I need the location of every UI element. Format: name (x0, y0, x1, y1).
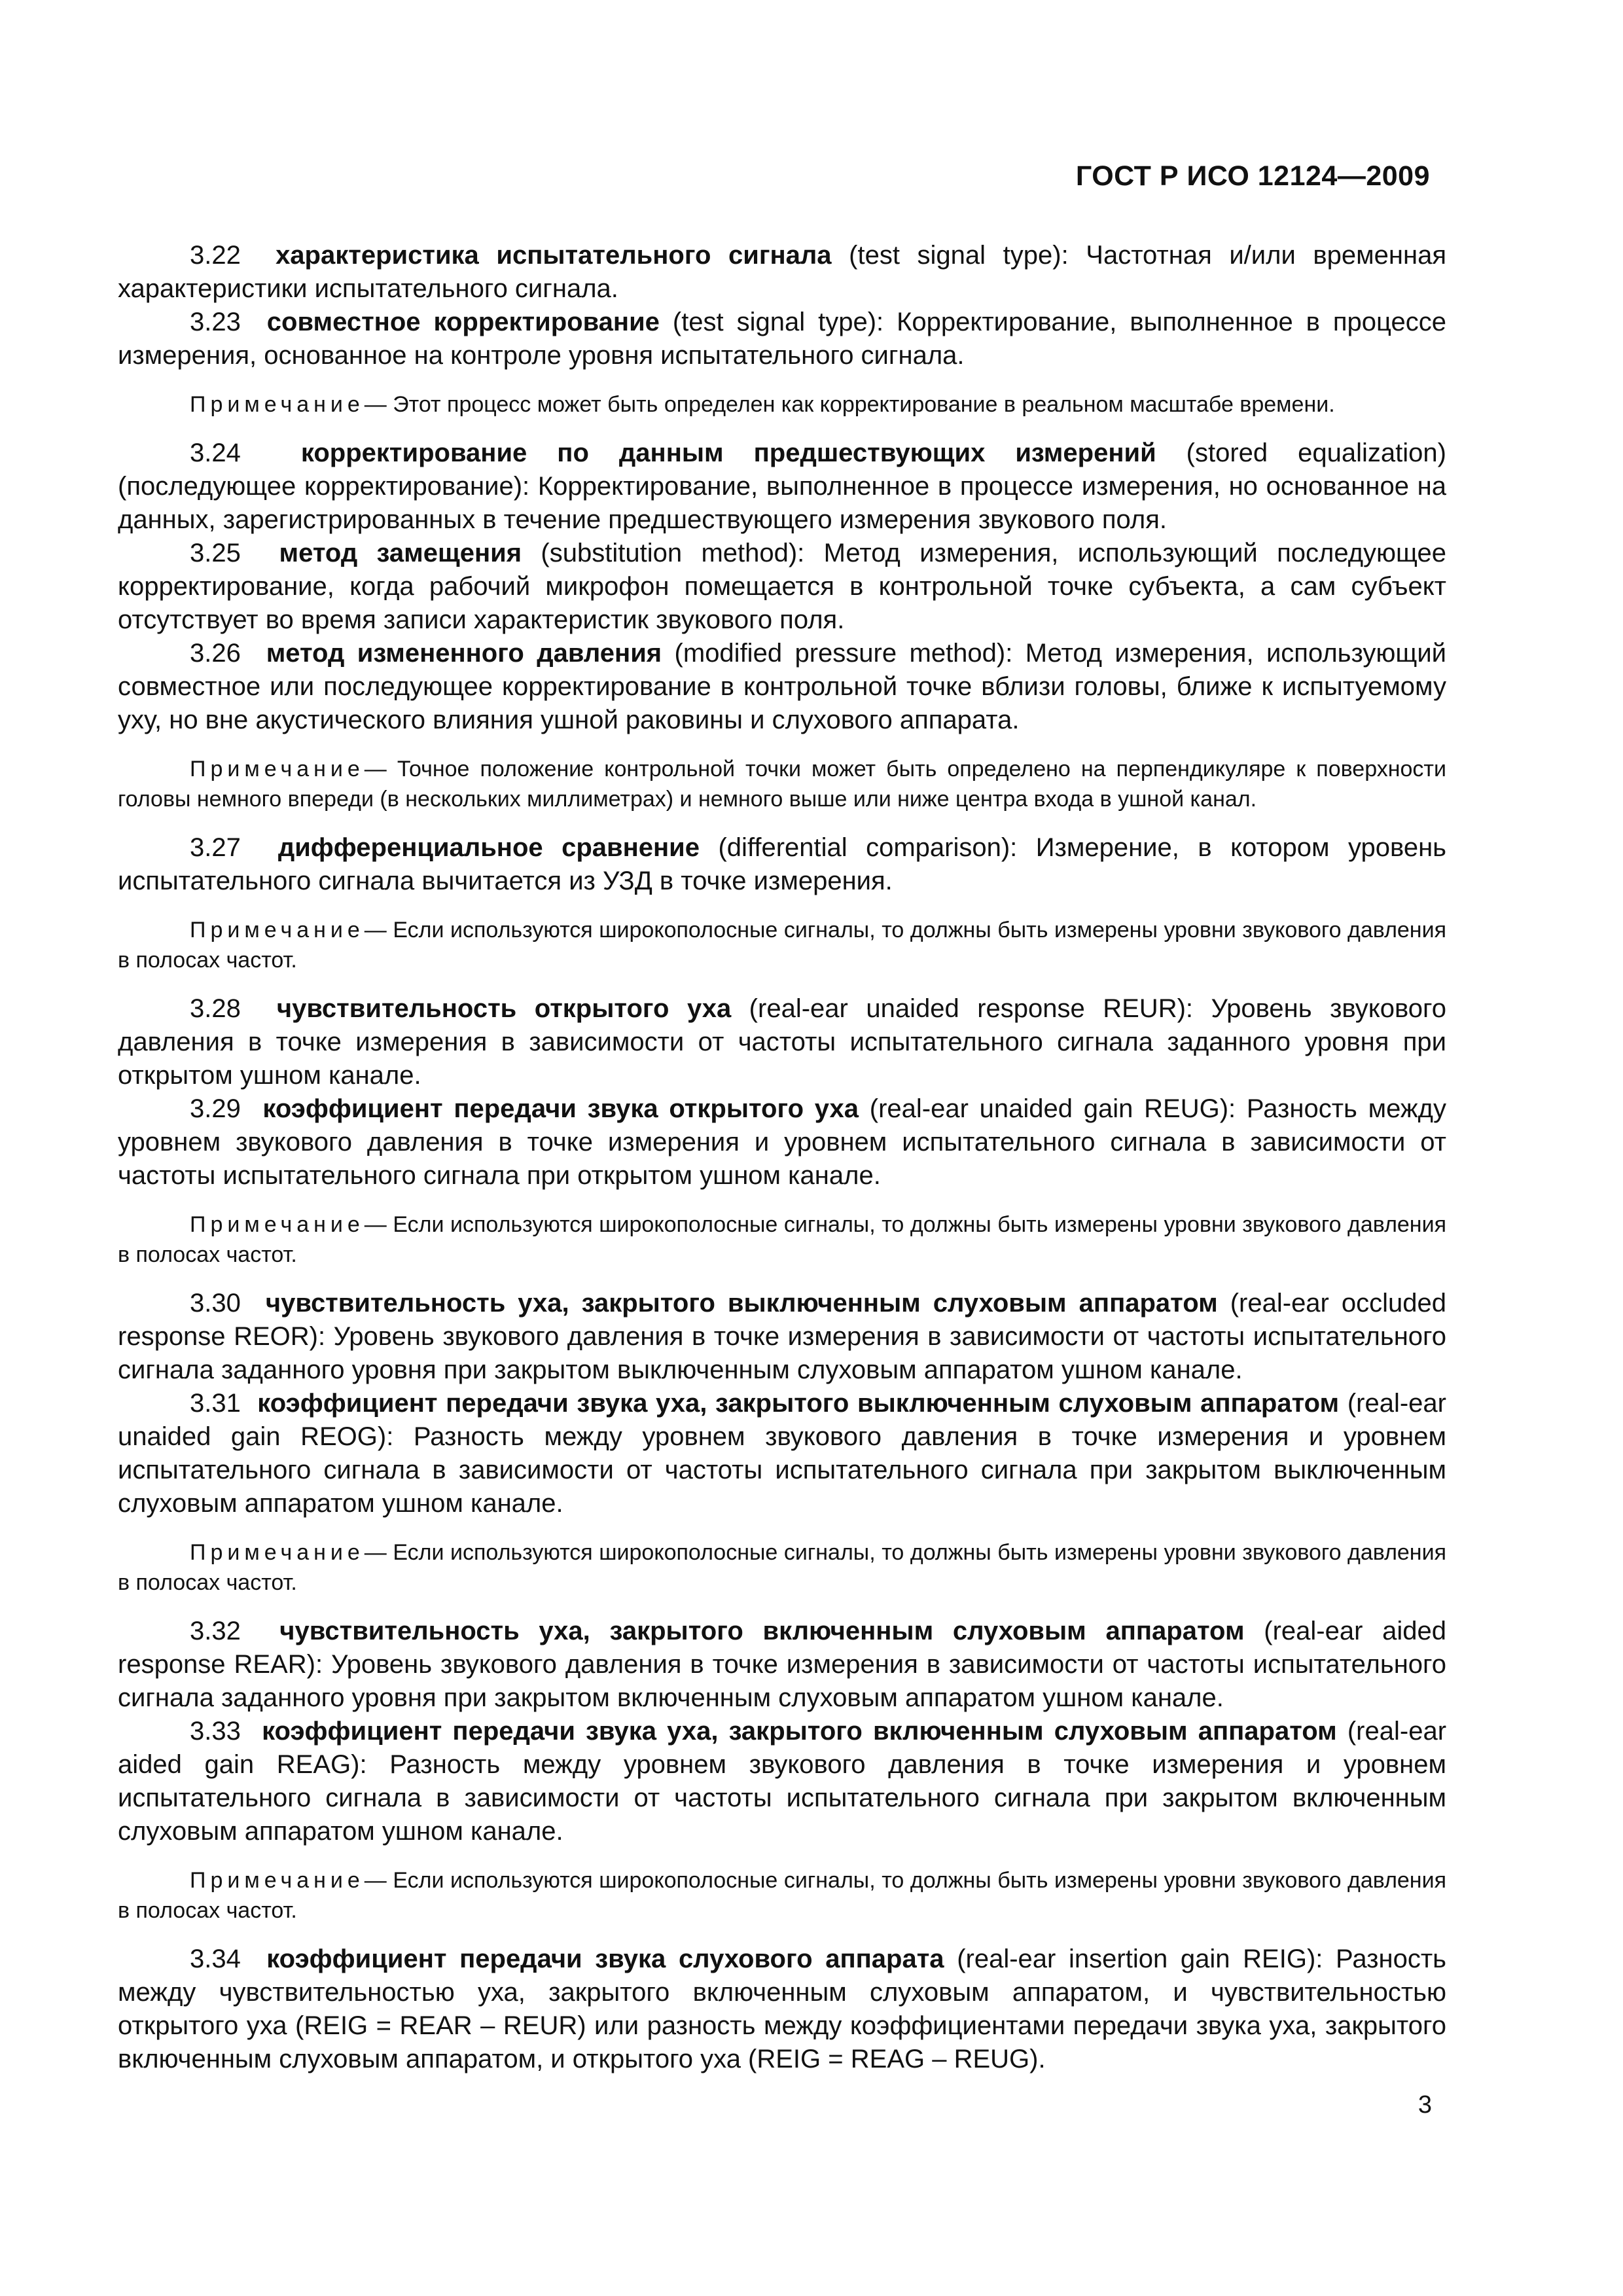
note-6 (118, 1865, 1446, 1926)
page-number: 3 (1418, 2091, 1432, 2119)
entry-number: 3.33 (190, 1717, 241, 1746)
entry-number: 3.23 (190, 308, 241, 336)
entry-definition: (real-ear insertion gain REIG): Разность между чувствительностью уха, закрытого включенным слуховым аппаратом, и чувствительностью открытого уха (REIG = REAR – REUR) или разность между коэффициентами передачи звука уха, закрытого включенным слуховым аппаратом, и открытого уха (REIG = REAG – REUG). (118, 1945, 1447, 2073)
definition-3-29 (118, 1092, 1446, 1193)
entry-number: 3.22 (190, 241, 241, 270)
entry-definition: (differential comparison): Измерение, в котором уровень испытательного сигнала вычитается из УЗД в точке измерения. (118, 833, 1446, 895)
entry-definition: (modified pressure method): Метод измерения, использующий совместное или последующее корректирование в контрольной точке вблизи головы, ближе к испытуемому уху, но вне акустического влияния ушной раковины и слухового аппарата. (118, 639, 1447, 734)
definition-3-25 (118, 537, 1446, 637)
note-2 (118, 754, 1446, 814)
entry-definition: (test signal type): Частотная и/или временная характеристики испытательного сигнала. (118, 241, 1446, 303)
note-5 (118, 1537, 1446, 1598)
entry-number: 3.34 (190, 1945, 241, 1973)
note-3 (118, 915, 1446, 975)
entry-number: 3.25 (190, 539, 241, 567)
entry-definition: (real-ear aided gain REAG): Разность между уровнем звукового давления в точке измерения и уровнем испытательного сигнала в зависимости от частоты испытательного сигнала при закрытом включенным слуховым аппаратом ушном канале. (118, 1717, 1447, 1846)
entry-number: 3.24 (190, 439, 241, 467)
entry-term: совместное корректирование (266, 308, 660, 336)
definition-3-26 (118, 637, 1446, 737)
entry-definition: (substitution method): Метод измерения, использующий последующее корректирование, когда рабочий микрофон помещается в контрольной точке субъекта, а сам субъект отсутствует во время записи характеристик звукового поля. (118, 539, 1446, 634)
entry-definition: (real-ear unaided gain REUG): Разность между уровнем звукового давления в точке измерения и уровнем испытательного сигнала в зависимости от частоты испытательного сигнала при открытом ушном канале. (118, 1094, 1446, 1190)
entry-definition: (stored equalization) (последующее корректирование): Корректирование, выполненное в процессе измерения, но основанное на данных, зарегистрированных в течение предшествующего измерения звукового поля. (118, 439, 1446, 534)
definition-3-22 (118, 239, 1446, 306)
note-text: — Этот процесс может быть определен как корректирование в реальном масштабе времени. (364, 392, 1335, 417)
note-text: — Если используются широкополосные сигналы, то должны быть измерены уровни звукового давления в полосах частот. (118, 1212, 1446, 1267)
entry-term: коэффициент передачи звука уха, закрытого включенным слуховым аппаратом (262, 1717, 1337, 1746)
definition-3-34 (118, 1943, 1446, 2076)
entry-definition: (real-ear occluded response REOR): Уровень звукового давления в точке измерения в зависимости от частоты испытательного сигнала заданного уровня при закрытом выключенным слуховым аппаратом ушном канале. (118, 1289, 1446, 1384)
entry-term: метод замещения (279, 539, 522, 567)
entry-definition: (real-ear unaided response REUR): Уровень звукового давления в точке измерения в зависимости от частоты испытательного сигнала заданного уровня при открытом ушном канале. (118, 994, 1446, 1090)
entry-definition: (real-ear aided response REAR): Уровень звукового давления в точке измерения в зависимости от частоты испытательного сигнала заданного уровня при закрытом включенным слуховым аппаратом ушном канале. (118, 1617, 1446, 1712)
note-4 (118, 1210, 1446, 1270)
entry-definition: (real-ear unaided gain REOG): Разность между уровнем звукового давления в точке измерения и уровнем испытательного сигнала в зависимости от частоты испытательного сигнала при закрытом выключенным слуховым аппаратом ушном канале. (118, 1389, 1446, 1518)
document-header: ГОСТ Р ИСО 12124—2009 (1075, 160, 1430, 192)
definition-3-30 (118, 1287, 1446, 1387)
definition-3-23 (118, 306, 1446, 372)
entry-term: чувствительность уха, закрытого выключенным слуховым аппаратом (265, 1289, 1218, 1318)
note-text: — Точное положение контрольной точки может быть определено на перпендикуляре к поверхности головы немного впереди (в нескольких миллиметрах) и немного выше или ниже центра входа в ушной канал. (118, 757, 1446, 812)
entry-term: коэффициент передачи звука слухового аппарата (266, 1945, 944, 1973)
note-label: Примечание (190, 757, 365, 781)
entry-number: 3.29 (190, 1094, 241, 1123)
definition-3-32 (118, 1615, 1446, 1715)
note-text: — Если используются широкополосные сигналы, то должны быть измерены уровни звукового давления в полосах частот. (118, 1540, 1446, 1595)
note-text: — Если используются широкополосные сигналы, то должны быть измерены уровни звукового давления в полосах частот. (118, 918, 1446, 973)
entry-number: 3.31 (190, 1389, 241, 1418)
document-body (118, 239, 1446, 2076)
note-label: Примечание (190, 1212, 365, 1237)
definition-3-33 (118, 1715, 1446, 1848)
note-label: Примечание (190, 1868, 365, 1893)
entry-number: 3.26 (190, 639, 241, 668)
entry-term: характеристика испытательного сигнала (276, 241, 832, 270)
definition-3-27 (118, 831, 1446, 898)
entry-term: дифференциальное сравнение (277, 833, 700, 862)
entry-number: 3.27 (190, 833, 241, 862)
note-label: Примечание (190, 918, 365, 942)
entry-number: 3.28 (190, 994, 241, 1023)
definition-3-31 (118, 1387, 1446, 1520)
entry-term: чувствительность уха, закрытого включенным слуховым аппаратом (279, 1617, 1245, 1645)
entry-number: 3.30 (190, 1289, 241, 1318)
entry-term: корректирование по данным предшествующих измерений (300, 439, 1156, 467)
entry-definition: (test signal type): Корректирование, выполненное в процессе измерения, основанное на контроле уровня испытательного сигнала. (118, 308, 1446, 370)
note-label: Примечание (190, 1540, 365, 1565)
definition-3-24 (118, 437, 1446, 537)
entry-term: коэффициент передачи звука уха, закрытого выключенным слуховым аппаратом (257, 1389, 1340, 1418)
entry-number: 3.32 (190, 1617, 241, 1645)
note-label: Примечание (190, 392, 365, 417)
note-text: — Если используются широкополосные сигналы, то должны быть измерены уровни звукового давления в полосах частот. (118, 1868, 1446, 1923)
definition-3-28 (118, 992, 1446, 1092)
entry-term: метод измененного давления (266, 639, 662, 668)
entry-term: чувствительность открытого уха (276, 994, 732, 1023)
note-1 (118, 389, 1446, 420)
entry-term: коэффициент передачи звука открытого уха (262, 1094, 859, 1123)
